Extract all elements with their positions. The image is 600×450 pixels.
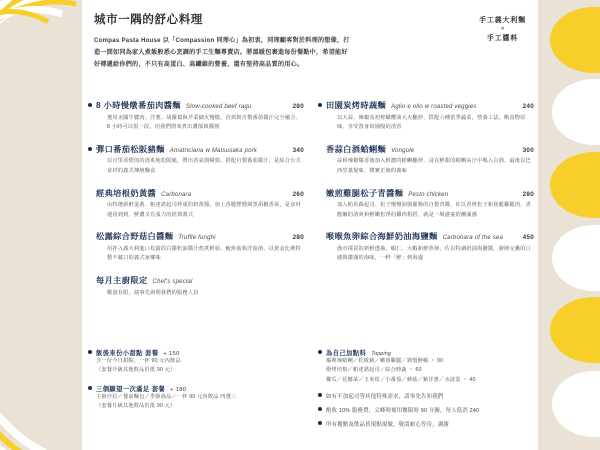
bullet-icon — [88, 103, 92, 107]
menu-item-description: 以大蒜、辣椒及初榨橄欖油大火翻炒，搭配六種當季蔬菜，營養工法，飽食物原味，享受置身田園般的清香 — [337, 114, 526, 131]
menu-item[interactable] — [318, 100, 534, 133]
menu-item-head — [318, 188, 534, 199]
left-decorative-strip — [0, 0, 82, 450]
bullet-icon — [318, 407, 322, 411]
menu-item-name-en: Vongole — [391, 147, 415, 154]
menu-item-description: 用拌入義大利進口松露的白醬奶油醬汁熬煮鮮菇、鮑魚菇與洋菇菌，以黃金比例特製不膩口的義式家鄉味 — [107, 245, 301, 262]
set-menu-item[interactable] — [88, 384, 304, 412]
menu-item-head — [88, 231, 304, 242]
menu-item-name-zh: 彈口番茄松阪豬麵 — [96, 144, 165, 154]
intro-paragraph: Compas Pasta House 以「Compassion 同理心」為初衷，同理顧客對於料理的想像，打造一間如同為家人煮飯般悉心烹調的手工生麵專賣店。將溫暖包裹進每份餐點中，希望能好好傳遞給你們的，不只有高蛋白、高纖維的營養，還有堅持高品質的用心。 — [94, 36, 350, 68]
topping-line: 爆裡辣蛤蜊／松阪豬／嫩煎雞腿／剝殼鮮蝦 ・ 90 — [326, 358, 444, 364]
menu-item-description: 以百里香煙煎的清炙地松阪豬，帶出香氣與嚼勁，搭配自製番茄醬汁，是結合台式食材的義式傳統麵食 — [107, 158, 301, 174]
menu-item[interactable] — [88, 275, 304, 298]
note-line — [318, 407, 534, 416]
set-menu-head — [88, 348, 304, 357]
menu-item-head — [88, 275, 304, 286]
set-menu-line: （套餐升級其他飲品折抵 90 元） — [96, 403, 176, 410]
menu-left-column — [88, 100, 304, 309]
menu-item-description: 蒜和辣椒爆香後加入鮮濃的蛤蜊翻炒，浸在鮮甜的蛤蜊高汁中嗎入白酒，最後以巴西里葉提味，樸實正統的義味 — [337, 158, 531, 174]
menu-item-name-zh: 田園炭烤時蔬麵 — [326, 101, 387, 110]
bullet-icon — [318, 393, 322, 397]
menu-item-price: 240 — [522, 103, 534, 110]
menu-item-name-en: Truffle funghi — [178, 235, 216, 242]
menu-item-head — [318, 100, 534, 111]
menu-item[interactable] — [318, 231, 534, 264]
menu-item-name-en: Slow-cooked beef ragu — [185, 104, 252, 110]
bullet-icon — [318, 103, 322, 107]
menu-item-price: 450 — [522, 234, 534, 242]
menu-item[interactable] — [318, 144, 534, 177]
menu-item[interactable] — [318, 188, 534, 221]
menu-item-name-zh: 每月主廚限定 — [96, 276, 148, 285]
menu-item-head — [88, 100, 304, 111]
menu-item-name-en: Aglio e olio w roasted veggies — [391, 104, 477, 110]
tagline-separator: × — [501, 25, 505, 32]
topping-head — [318, 348, 534, 357]
menu-right-column — [318, 100, 534, 309]
menu-item-description: 數量有限，請事先詢問我們的服務人員 — [107, 289, 199, 296]
menu-item-name-en: Carbonara of the sea — [442, 235, 504, 242]
menu-item[interactable] — [88, 231, 304, 264]
note-line — [318, 393, 534, 402]
right-decorative-strip — [538, 0, 600, 450]
set-menu-line: 含一份今日甜點，一杯 90 元內飲品 — [96, 358, 181, 364]
notes-section — [318, 393, 534, 430]
topping-line: 燈烤培根／帕達諾起司／綜合時蔬 ・ 60 — [326, 367, 422, 374]
menu-item-description: 選用美國牛腱肉、洋蔥、胡蘿蔔與芹菜細火慢燉，直到與自製番茄醬汁完全融合。8 小時可以很一段，但我們則來煮出濃郁與醬層 — [107, 114, 301, 131]
set-menu-head — [88, 384, 304, 393]
menu-item-name-en: Pesto chicken — [408, 191, 449, 198]
bullet-icon — [88, 350, 92, 354]
menu-item-name-en: Chef's special — [152, 279, 193, 285]
menu-item-price: 300 — [522, 146, 534, 154]
menu-item-price: 340 — [292, 146, 304, 154]
note-text: 如有不加起司等其他特殊需求，請事先告知我們 — [326, 394, 444, 401]
set-menu-item[interactable] — [88, 348, 304, 376]
menu-item-name-en: Carbonara — [161, 191, 192, 198]
page-title: 城市一隅的舒心料理 — [94, 14, 203, 26]
menu-item-head — [88, 188, 304, 199]
bullet-icon — [88, 386, 92, 390]
menu-item-name-zh: 嫩煎雞腿松子青醬麵 — [326, 188, 404, 198]
note-text: 所有餐點及飲品皆現點現做，敬請耐心等待，謝謝 — [326, 422, 449, 429]
set-menu-name: 三個願望一次滿足 套餐 — [96, 385, 166, 393]
set-menu-column — [88, 348, 304, 436]
topping-name-en: Topping — [371, 351, 391, 357]
set-menu-name: 飯後來份小甜點 套餐 — [96, 350, 159, 357]
menu-item-name-zh: 8 小時慢燉番茄肉醬麵 — [96, 101, 181, 110]
menu-item-head — [318, 231, 534, 242]
menu-item-head — [318, 144, 534, 155]
menu-item-description: 漁市採買的新鮮透抽、蝦仁、大蝦和鮮魚卵，佐以特調奶油海鹽醬，層層交疊的口感與濃滿的海味，一秒「鮮」到海邊 — [337, 245, 531, 262]
menu-item-name-zh: 香蒜白酒蛤蜊麵 — [326, 144, 387, 154]
tagline-bottom: 手工醬料 — [487, 34, 519, 42]
set-menu-price: + 150 — [163, 351, 180, 357]
menu-item-price: 260 — [292, 190, 304, 198]
set-menu-price: + 180 — [170, 386, 187, 393]
menu-sheet — [82, 0, 538, 450]
tagline-top: 手工義大利麵 — [479, 17, 526, 24]
menu-item-name-zh: 喉喉魚卵綜合海鮮奶油海鹽麵 — [326, 232, 438, 242]
menu-item-description: 加入帕馬森起司、松子慢慢油與羅勒的自製青醬，佐以香烤松子和焦脆雞腿肉，香脆嫩的清爽和鮮嫩松淨的雞肉相搭，就是一場盛宴的團滿感 — [337, 202, 531, 218]
right-blob-decoration — [538, 0, 600, 450]
menu-item-name-en: Amatriciana w Matsusaka pork — [169, 147, 258, 154]
bullet-icon — [318, 350, 322, 354]
menu-item-price: 280 — [292, 103, 304, 110]
menu-item-name-zh: 松露綜合野菇白醬麵 — [96, 232, 174, 242]
set-menu-line: 主廚沙拉／餐前麵包／季節湯品／一杯 90 元內飲品 四選三 — [96, 393, 237, 400]
menu-item-price: 280 — [522, 190, 534, 198]
menu-item-name-zh: 經典培根奶黃醬 — [96, 188, 157, 198]
menu-columns — [88, 100, 534, 309]
menu-item[interactable] — [88, 144, 304, 177]
topping-and-notes-column — [318, 348, 534, 436]
tagline-block — [479, 16, 526, 44]
left-arc-decoration — [0, 0, 82, 450]
menu-item[interactable] — [88, 188, 304, 221]
note-line — [318, 421, 534, 430]
menu-item[interactable] — [88, 100, 304, 133]
topping-name: 為自己加點料 — [326, 350, 367, 357]
menu-header — [94, 14, 528, 70]
bottom-sections — [88, 348, 534, 436]
menu-item-head — [88, 144, 304, 155]
menu-item-price: 280 — [292, 234, 304, 242]
bullet-icon — [88, 147, 92, 151]
set-menu-line: （套餐升級其他飲品折抵 90 元） — [96, 367, 176, 374]
topping-section[interactable] — [318, 348, 534, 385]
menu-item-description: 由特選新鮮蛋黃、帕達諾起司拌成的奶黃醬，加上香脆煙燻與黑胡椒香氣，是食材運用到到，鮮濃又有張力的經典義式 — [107, 202, 301, 218]
note-text: 酌收 10% 服務費，尖峰時刻用餐限時 90 分鐘，每人低消 240 — [326, 408, 480, 415]
bullet-icon — [318, 421, 322, 425]
topping-line: 櫛瓜／花椰菜／玉米筍／小番茄／蘑菇／紫洋蔥／水波蛋 ・ 40 — [326, 376, 476, 383]
